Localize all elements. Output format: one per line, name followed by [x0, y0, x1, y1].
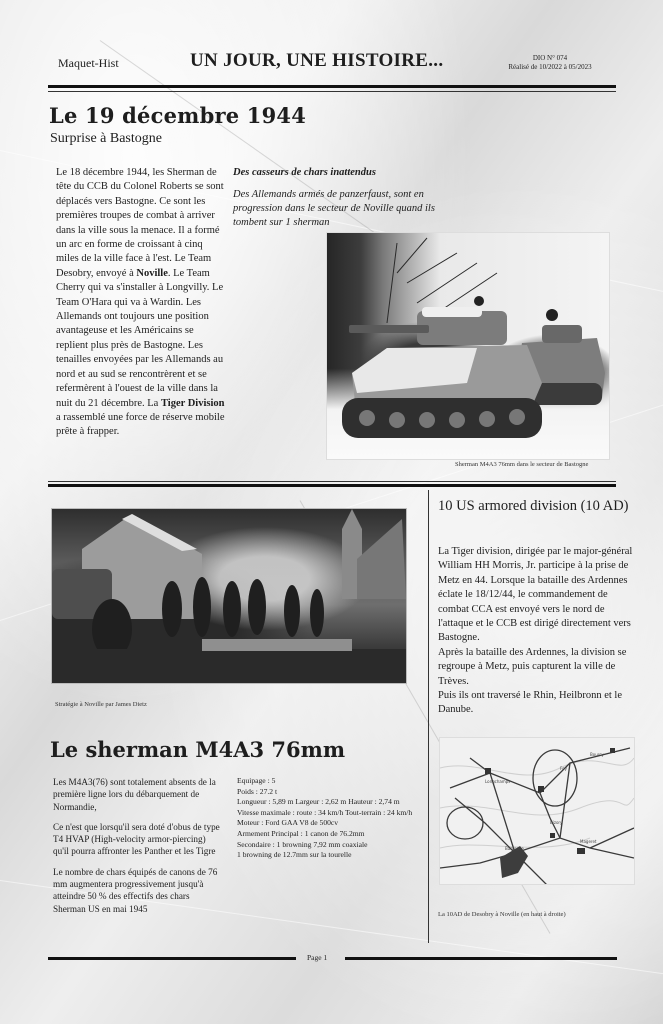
lead-headline: Le 19 décembre 1944 [49, 103, 307, 128]
section-rule [48, 484, 616, 487]
lead-text: a rassemblé une force de réserve mobile prête à frapper. [56, 411, 225, 438]
division-headline: 10 US armored division (10 AD) [438, 498, 629, 514]
spec-speed: Vitesse maximale : route : 34 km/h Tout-terrain : 24 km/h [237, 807, 413, 817]
svg-text:Bastogne: Bastogne [505, 846, 524, 851]
masthead-title: UN JOUR, UNE HISTOIRE... [190, 50, 444, 71]
spec-crew: Equipage : 5 [237, 776, 276, 785]
masthead-rule-thin [48, 91, 616, 92]
production-dates: Réalisé de 10/2022 à 05/2023 [508, 63, 592, 71]
svg-text:Longchamps: Longchamps [485, 779, 511, 784]
spec-secondary-armament: Secondaire : 1 browning 7,92 mm coaxiale [237, 839, 368, 849]
lead-subhead: Surprise à Bastogne [50, 131, 162, 146]
sherman-body [53, 776, 223, 923]
spec-main-armament: Armement Principal : 1 canon de 76.2mm [237, 828, 365, 838]
division-paragraph: Puis ils ont traversé le Rhin, Heilbronn et le Danube. [438, 690, 623, 716]
sidebar-kicker: Des casseurs de chars inattendus [233, 167, 376, 178]
section-rule-thin [48, 481, 616, 482]
footer-rule-left [48, 957, 296, 960]
masthead-rule [48, 85, 616, 88]
spec-weight: Poids : 27.2 t [237, 786, 278, 796]
publication-name: Maquet-Hist [58, 56, 119, 70]
svg-text:Bizory: Bizory [550, 820, 563, 825]
lead-text: . Le Team Cherry qui va s'installer à Longvilly. Le Team O'Hara qui va à Wardin. Les Allemands ont toujours une position avantageuse et les Américains se replient plus près de Bastogne. Les tenailles envoyées par les Allemands au nord et au sud se rencontrèrent et se refermèrent à l'ouest de la ville dans la nuit du 21 décembre. La [56, 267, 224, 409]
svg-text:Mageret: Mageret [580, 839, 597, 844]
issue-number: DIO N° 074 [532, 54, 568, 62]
lead-text: Le 18 décembre 1944, les Sherman de tête du CCB du Colonel Roberts se sont déplacés vers Bastogne. Ce sont les premières troupes de combat à arriver dans la ville sous la menace. Il a formé un arc en forme de croissant à cinq miles de la ville face à l'est. Le Team Desobry, envoyé à [56, 167, 224, 279]
svg-text:Bourcy: Bourcy [590, 752, 604, 757]
footer-rule-right [345, 957, 617, 960]
map-illustration [440, 738, 634, 884]
sherman-paragraph: Le nombre de chars équipés de canons de 76 mm augmentera progressivement jusqu'à atteindre 50 % des effectifs des chars Sherman US en mai 1945 [53, 866, 218, 914]
division-paragraph: La Tiger division, dirigée par le major-général William HH Morris, Jr. participe à la prise de Metz en 44. Lorsque la bataille des Ardennes éclate le 18/12/44, le commandement de combat CCA est envoyé vers le nord de l'attaque et le CCB est dirigé directement vers Bastogne. [438, 546, 633, 644]
tank-illustration [327, 233, 609, 459]
noville-map [440, 738, 634, 884]
sherman-paragraph: Ce n'est que lorsqu'il sera doté d'obus de type T4 HVAP (High-velocity armor-piercing) qu'il pourra affronter les Panther et les Tigre [53, 821, 220, 857]
lead-highlight-noville: Noville [136, 267, 168, 279]
sidebar-body: Des Allemands armés de panzerfaust, sont en progression dans le secteur de Noville quand ils tombent sur 1 sherman [233, 189, 435, 228]
painting-illustration [52, 509, 406, 683]
svg-text:Foy: Foy [560, 766, 567, 771]
sherman-paragraph: Les M4A3(76) sont totalement absents de la première ligne lors du débarquement de Normandie, [53, 777, 216, 812]
noville-painting [52, 509, 406, 683]
spec-dimensions: Longueur : 5,89 m Largeur : 2,62 m Hauteur : 2,74 m [237, 797, 400, 807]
division-body [438, 545, 638, 718]
spec-turret-mg: 1 browning de 12.7mm sur la tourelle [237, 850, 352, 860]
column-divider [428, 490, 429, 943]
photo2-caption: Stratégie à Noville par James Dietz [55, 701, 147, 708]
lead-body [56, 166, 226, 440]
issue-meta [495, 54, 605, 72]
page-number: Page 1 [307, 953, 328, 962]
lead-highlight-tiger-division: Tiger Division [160, 397, 225, 409]
sherman-tanks-photo [327, 233, 609, 459]
photo1-caption: Sherman M4A3 76mm dans le secteur de Bastogne [455, 461, 589, 468]
sherman-headline: Le sherman M4A3 76mm [50, 737, 346, 762]
sherman-specs [237, 776, 422, 861]
spec-engine: Moteur : Ford GAA V8 de 500cv [237, 818, 339, 828]
map-caption: La 10AD de Desobry à Noville (en haut à droite) [438, 911, 566, 918]
division-paragraph: Après la bataille des Ardennes, la division se regroupe à Metz, puis capturent la ville de Trèves. [438, 646, 627, 687]
